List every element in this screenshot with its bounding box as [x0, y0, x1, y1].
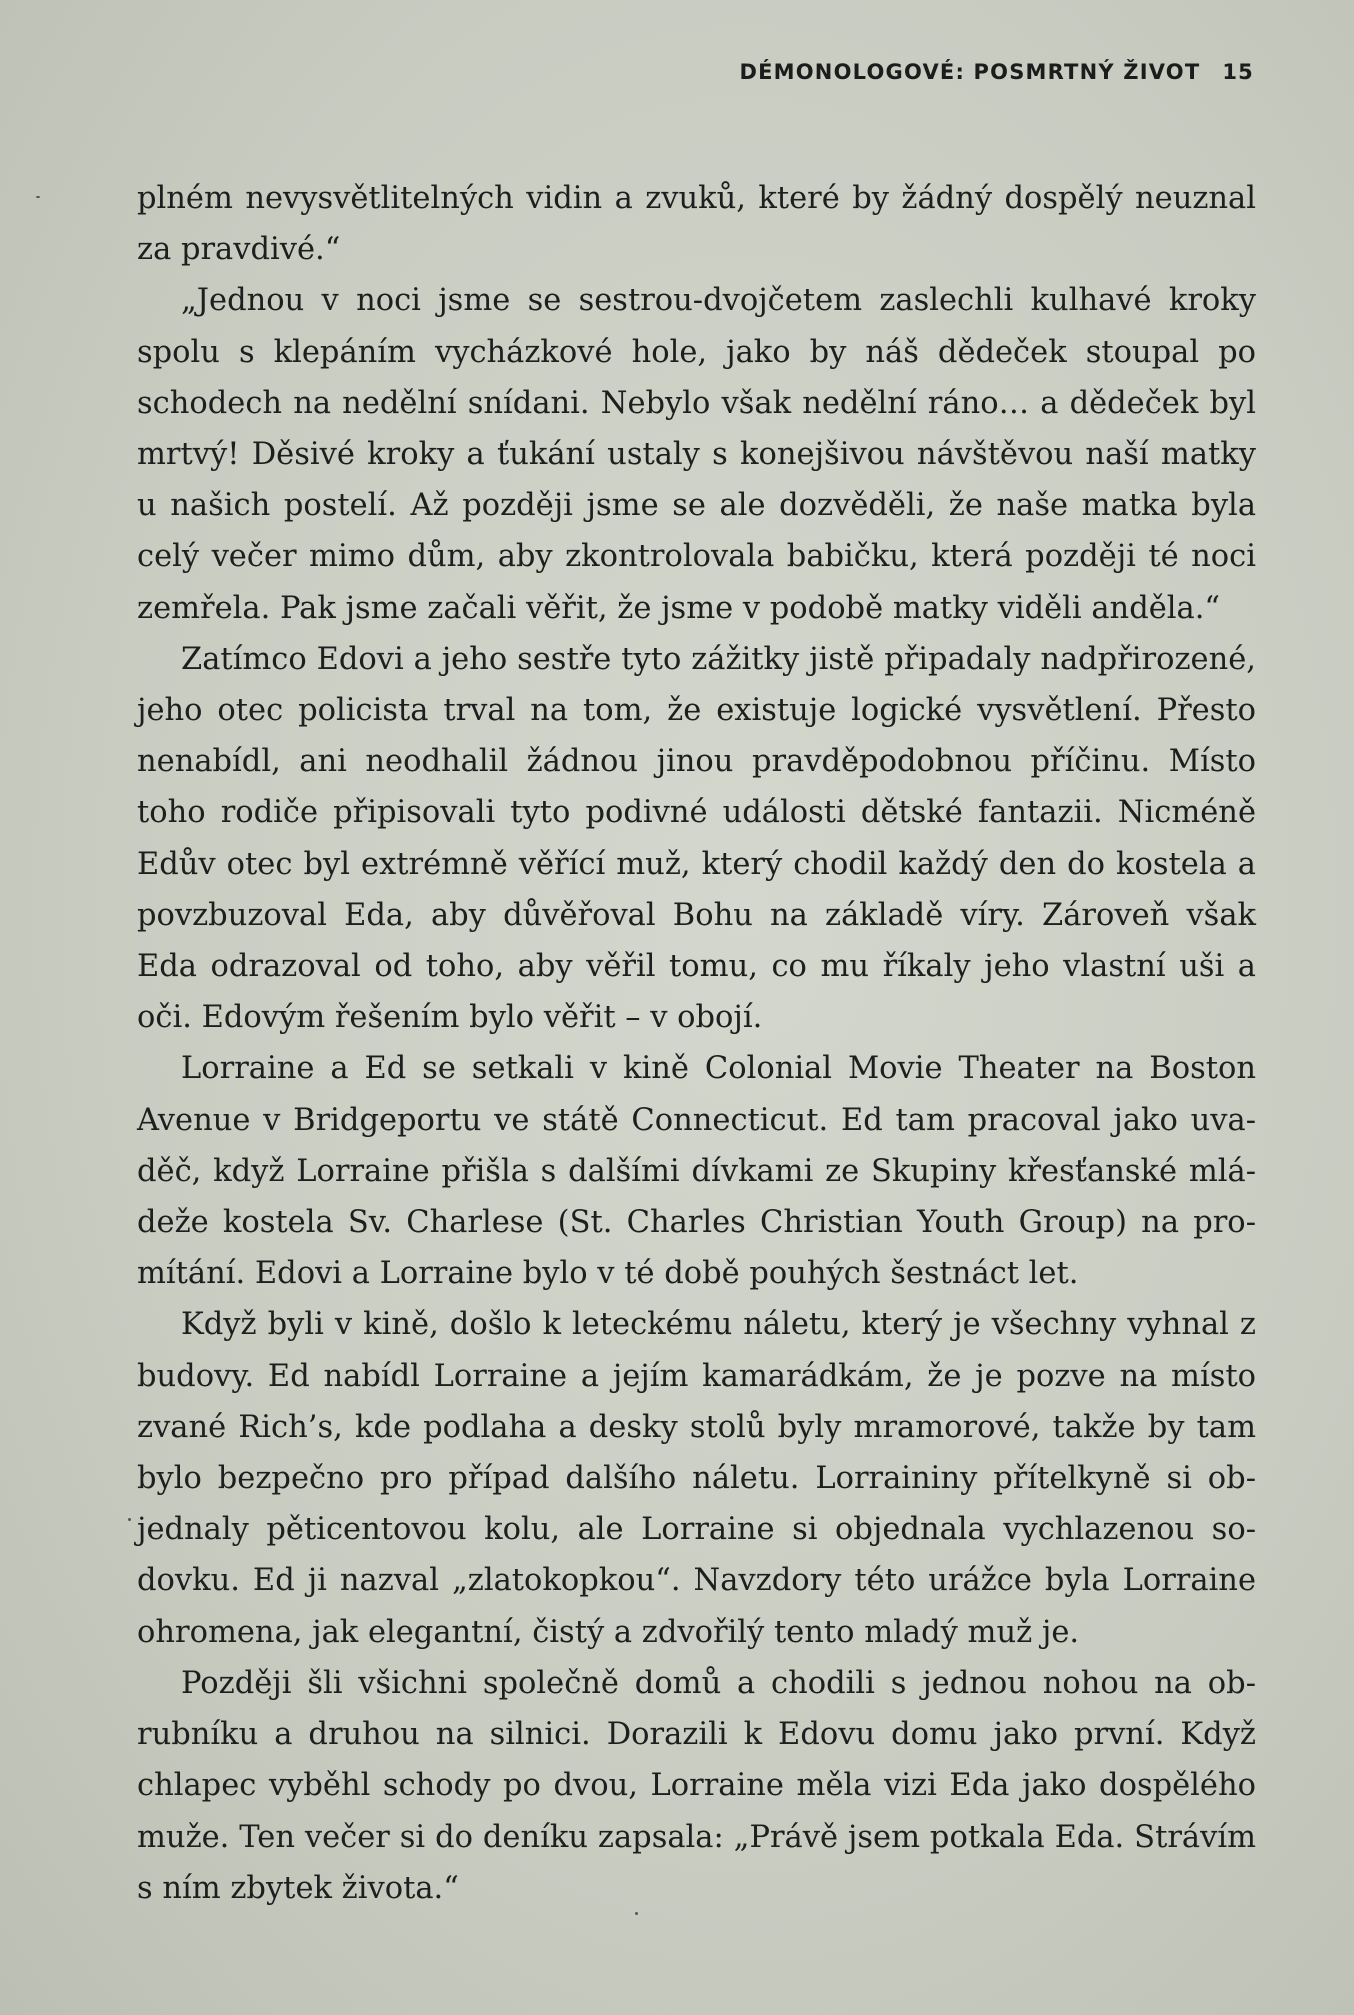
page-number: 15 [1222, 60, 1254, 84]
body-text [137, 173, 1256, 1914]
running-header [739, 60, 1254, 84]
paragraph: Lorraine a Ed se setkali v kině Colonial Movie Theater na Boston Avenue v Bridgeportu ve státě Connecticut. Ed tam pracoval jako uvaděč, když Lorraine přišla s dalšími dívkami ze Skupiny křesťanské mládeže kostela Sv. Charlese (St. Charles Christian Youth Group) na promítání. Edovi a Lorraine bylo v té době pouhých šestnáct let. [137, 1051, 1256, 1292]
paragraph: Když byli v kině, došlo k leteckému náletu, který je všechny vyhnal z budovy. Ed nabídl Lorraine a jejím kamarádkám, že je pozve na místo zvané Rich’s, kde podlaha a desky stolů byly mramorové, takže by tam bylo bezpečno pro případ dalšího náletu. Lorraininy přítelkyně si objednaly pěticentovou kolu, ale Lorraine si objednala vychlazenou sodovku. Ed ji nazval „zlatokopkou“. Navzdory této urážce byla Lorraine ohromena, jak elegantní, čistý a zdvořilý tento mladý muž je. [137, 1307, 1256, 1650]
paragraph: „Jednou v noci jsme se sestrou-dvojčetem zaslechli kulhavé kroky spolu s klepáním vycházkové hole, jako by náš dědeček stoupal po schodech na nedělní snídani. Nebylo však nedělní ráno… a dědeček byl mrtvý! Děsivé kroky a ťukání ustaly s konejšivou návštěvou naší matky u našich postelí. Až později jsme se ale dozvěděli, že naše matka byla celý večer mimo dům, aby zkontrolovala babičku, která později té noci zemřela. Pak jsme začali věřit, že jsme v podobě matky viděli anděla.“ [137, 283, 1256, 626]
paper-speck [36, 196, 40, 198]
paragraph: Zatímco Edovi a jeho sestře tyto zážitky jistě připadaly nadpřirozené, jeho otec policista trval na tom, že existuje logické vysvětlení. Přesto nenabídl, ani neodhalil žádnou jinou pravděpodobnou příčinu. Místo toho rodiče připisovali tyto podivné události dětské fantazii. Nicméně Edův otec byl extrémně věřící muž, který chodil každý den do kostela a povzbuzoval Eda, aby důvěřoval Bohu na základě víry. Zároveň však Eda odrazoval od toho, aby věřil tomu, co mu říkaly jeho vlastní uši a oči. Edovým řešením bylo věřit – v obojí. [137, 641, 1256, 1036]
running-header-title: DÉMONOLOGOVÉ: POSMRTNÝ ŽIVOT [739, 60, 1201, 84]
paragraph: plném nevysvětlitelných vidin a zvuků, které by žádný dospělý neuznal za pravdivé.“ [137, 181, 1256, 268]
paper-speck [128, 1518, 131, 1521]
paper-speck [635, 1912, 638, 1915]
paragraph: Později šli všichni společně domů a chodili s jednou nohou na obrubníku a druhou na silnici. Dorazili k Edovu domu jako první. Když chlapec vyběhl schody po dvou, Lorraine měla vizi Eda jako dospělého muže. Ten večer si do deníku zapsala: „Právě jsem potkala Eda. Strávím s ním zbytek života.“ [137, 1665, 1256, 1906]
